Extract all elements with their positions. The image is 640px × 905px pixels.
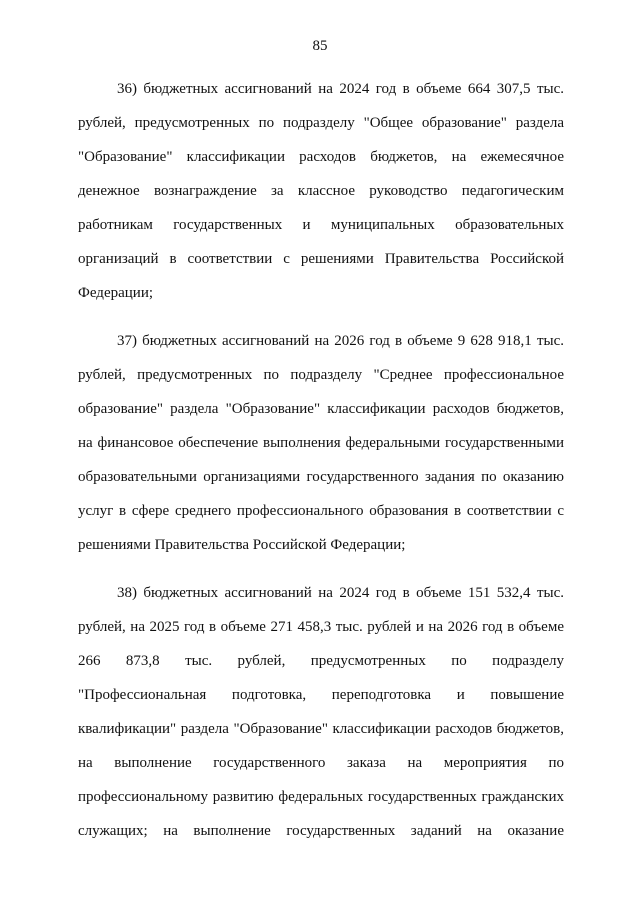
paragraph-line: "Профессиональная подготовка, переподготовка и повышение — [78, 687, 564, 703]
paragraph-line: Федерации; — [78, 285, 154, 301]
paragraph-line: образовательными организациями государственного задания по оказанию — [78, 469, 564, 485]
page-number: 85 — [312, 38, 328, 54]
paragraph-line: профессиональному развитию федеральных государственных гражданских — [78, 789, 564, 805]
paragraph-line: работникам государственных и муниципальных образовательных — [78, 217, 564, 233]
paragraph-line: служащих; на выполнение государственных заданий на оказание — [78, 823, 564, 839]
paragraph-line: услуг в сфере среднего профессионального образования в соответствии с — [78, 503, 564, 519]
paragraph-line: организаций в соответствии с решениями Правительства Российской — [78, 251, 564, 267]
paragraph-line: 38) бюджетных ассигнований на 2024 год в объеме 151 532,4 тыс. — [117, 585, 564, 601]
paragraph-line: на выполнение государственного заказа на мероприятия по — [78, 755, 564, 771]
paragraph-line: рублей, предусмотренных по подразделу "Среднее профессиональное — [78, 367, 564, 383]
paragraph-line: рублей, на 2025 год в объеме 271 458,3 тыс. рублей и на 2026 год в объеме — [78, 619, 564, 635]
paragraph-line: квалификации" раздела "Образование" классификации расходов бюджетов, — [78, 721, 564, 737]
paragraph-line: "Образование" классификации расходов бюджетов, на ежемесячное — [78, 149, 564, 165]
document-body — [78, 72, 564, 862]
paragraph-line: денежное вознаграждение за классное руководство педагогическим — [78, 183, 564, 199]
paragraph-line: рублей, предусмотренных по подразделу "Общее образование" раздела — [78, 115, 564, 131]
paragraph-36 — [78, 72, 564, 310]
paragraph-37 — [78, 324, 564, 562]
paragraph-line: на финансовое обеспечение выполнения федеральными государственными — [78, 435, 564, 451]
paragraph-line: 266 873,8 тыс. рублей, предусмотренных по подразделу — [78, 653, 564, 669]
paragraph-line: образование" раздела "Образование" классификации расходов бюджетов, — [78, 401, 564, 417]
paragraph-line: решениями Правительства Российской Федерации; — [78, 537, 406, 553]
paragraph-line: 36) бюджетных ассигнований на 2024 год в объеме 664 307,5 тыс. — [117, 81, 564, 97]
paragraph-38 — [78, 576, 564, 848]
paragraph-line: 37) бюджетных ассигнований на 2026 год в объеме 9 628 918,1 тыс. — [117, 333, 564, 349]
